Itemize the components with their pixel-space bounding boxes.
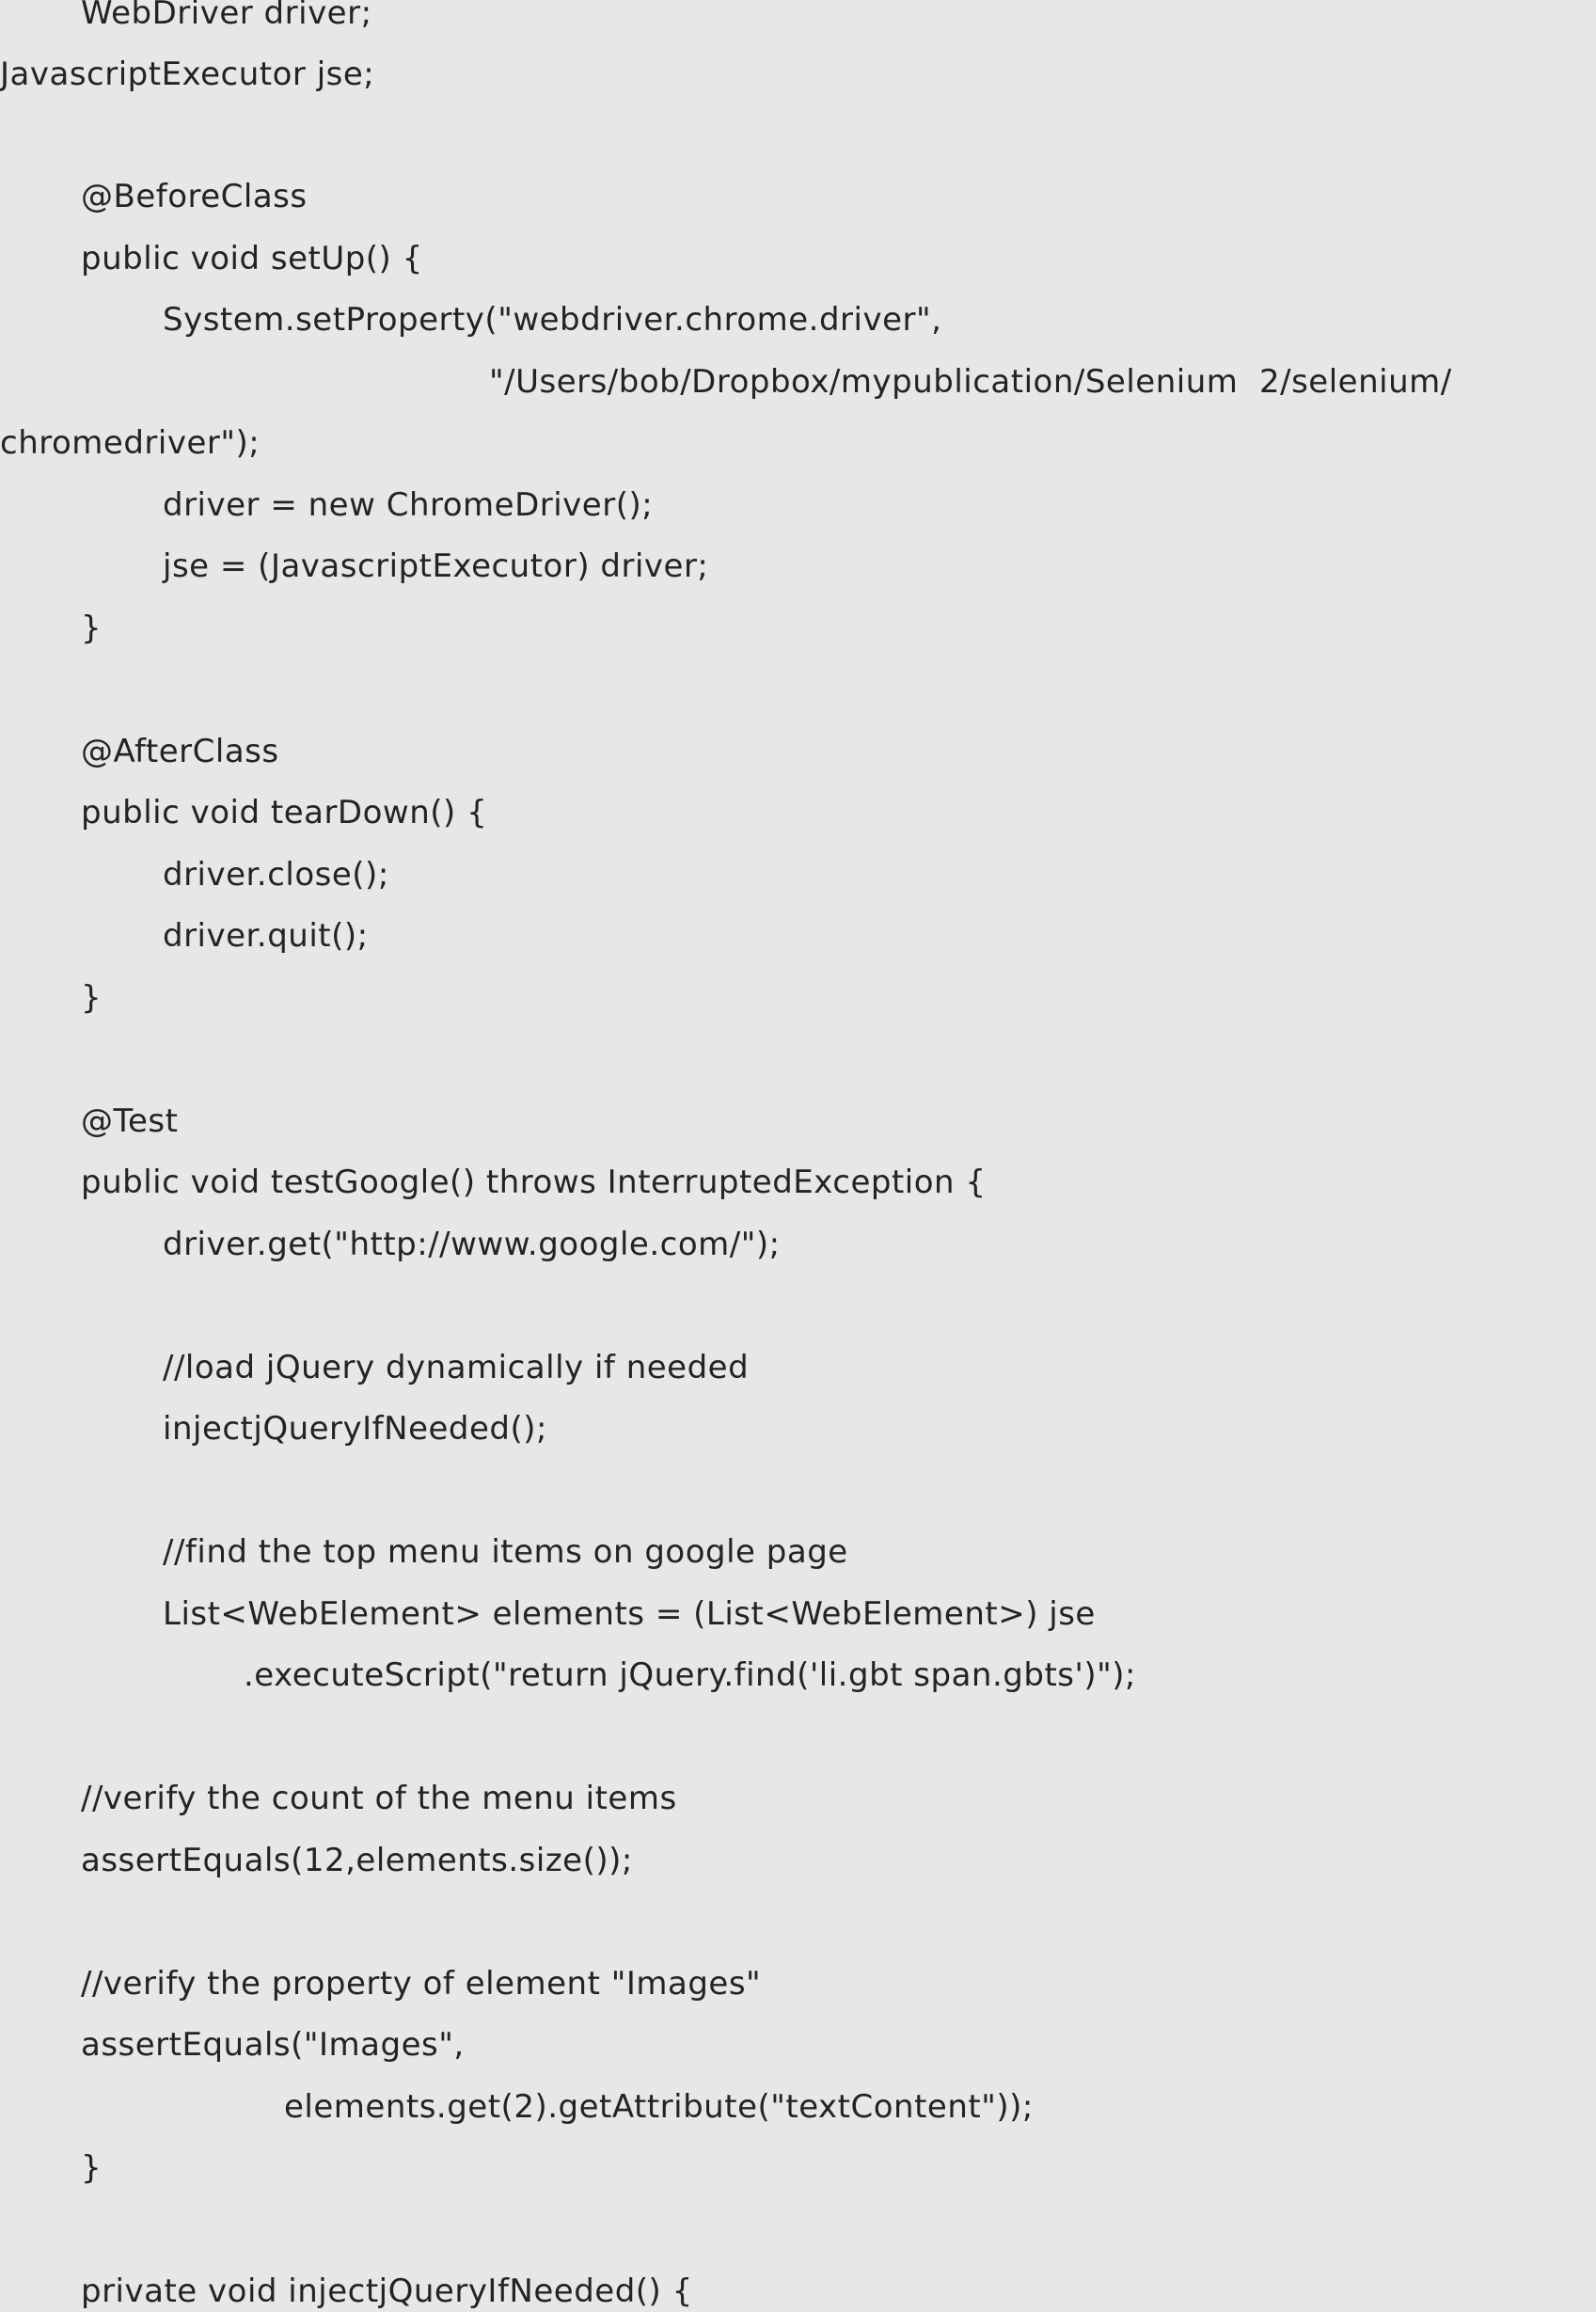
code-line: //find the top menu items on google page	[163, 1533, 848, 1571]
code-line: private void injectjQueryIfNeeded() {	[81, 2272, 693, 2310]
code-line: WebDriver driver;	[81, 0, 372, 32]
code-line: //load jQuery dynamically if needed	[163, 1349, 750, 1386]
code-line: }	[81, 2149, 103, 2187]
code-line: injectjQueryIfNeeded();	[163, 1410, 547, 1448]
code-line: driver = new ChromeDriver();	[163, 486, 654, 524]
code-line: assertEquals("Images",	[81, 2026, 465, 2064]
code-line: public void setUp() {	[81, 240, 423, 277]
code-line: public void testGoogle() throws InterruptedException {	[81, 1164, 987, 1201]
code-line: @AfterClass	[81, 733, 279, 770]
code-line: JavascriptExecutor jse;	[0, 55, 375, 93]
code-line: @Test	[81, 1102, 179, 1140]
code-line: }	[81, 610, 103, 647]
code-line: .executeScript("return jQuery.find('li.gbt span.gbts')");	[244, 1656, 1136, 1694]
code-line: System.setProperty("webdriver.chrome.driver",	[163, 301, 942, 339]
code-line: //verify the property of element "Images"	[81, 1965, 762, 2003]
code-line: driver.get("http://www.google.com/");	[163, 1226, 781, 1263]
code-line: driver.quit();	[163, 917, 369, 955]
code-line: List<WebElement> elements = (List<WebElement>) jse	[163, 1595, 1096, 1633]
code-line: public void tearDown() {	[81, 794, 488, 831]
code-line: jse = (JavascriptExecutor) driver;	[163, 547, 709, 585]
code-line: driver.close();	[163, 856, 389, 894]
code-line: }	[81, 979, 103, 1017]
code-line: @BeforeClass	[81, 178, 308, 215]
code-line: assertEquals(12,elements.size());	[81, 1842, 633, 1879]
code-line: //verify the count of the menu items	[81, 1780, 677, 1817]
code-line: chromedriver");	[0, 424, 261, 462]
code-line: "/Users/bob/Dropbox/mypublication/Selenium 2/selenium/	[489, 363, 1452, 401]
code-line: elements.get(2).getAttribute("textContent"));	[284, 2088, 1034, 2126]
